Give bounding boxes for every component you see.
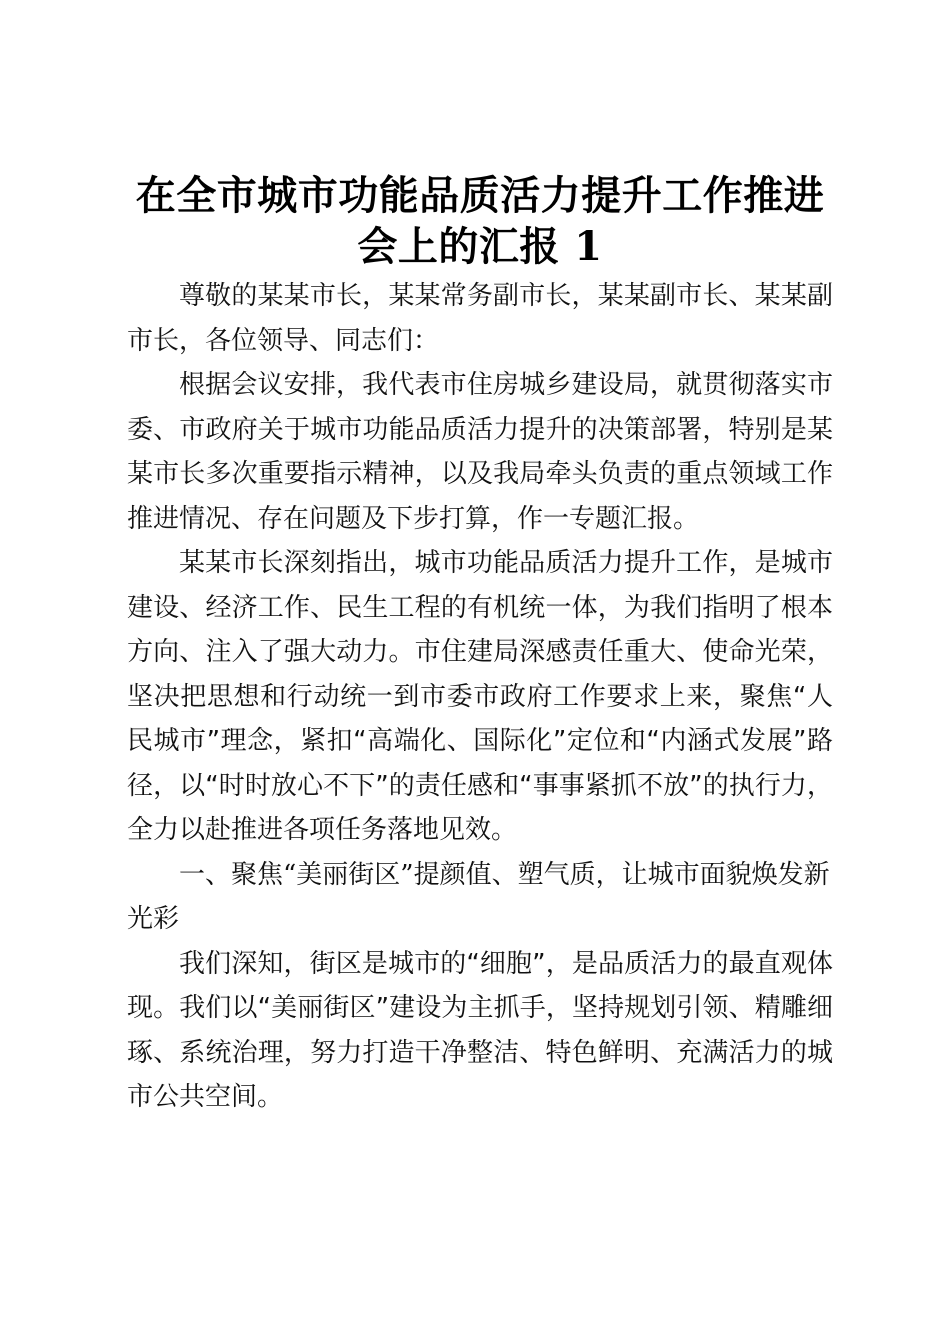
- section-heading-1: 一、聚焦“美丽街区”提颜值、塑气质，让城市面貌焕发新光彩: [127, 859, 830, 934]
- section-1-paragraph: 我们深知，街区是城市的“细胞”，是品质活力的最直观体现。我们以“美丽街区”建设为主抓手，坚持规划引领、精雕细琢、系统治理，努力打造干净整洁、特色鲜明、充满活力的城市公共空间。: [127, 948, 833, 1112]
- body-paragraph-1: 根据会议安排，我代表市住房城乡建设局，就贯彻落实市委、市政府关于城市功能品质活力提升的决策部署，特别是某某市长多次重要指示精神，以及我局牵头负责的重点领域工作推进情况、存在问题及下步打算，作一专题汇报。: [127, 370, 833, 534]
- body-paragraph-2: 某某市长深刻指出，城市功能品质活力提升工作，是城市建设、经济工作、民生工程的有机统一体，为我们指明了根本方向、注入了强大动力。市住建局深感责任重大、使命光荣，坚决把思想和行动统一到市委市政府工作要求上来，聚焦“人民城市”理念，紧扣“高端化、国际化”定位和“内涵式发展”路径，以“时时放心不下”的责任感和“事事紧抓不放”的执行力，全力以赴推进各项任务落地见效。: [127, 548, 833, 845]
- salutation: 尊敬的某某市长，某某常务副市长，某某副市长、某某副市长，各位领导、同志们：: [127, 281, 833, 356]
- document-title: 在全市城市功能品质活力提升工作推进会上的汇报 1: [135, 172, 825, 270]
- document-page: [127, 170, 833, 1120]
